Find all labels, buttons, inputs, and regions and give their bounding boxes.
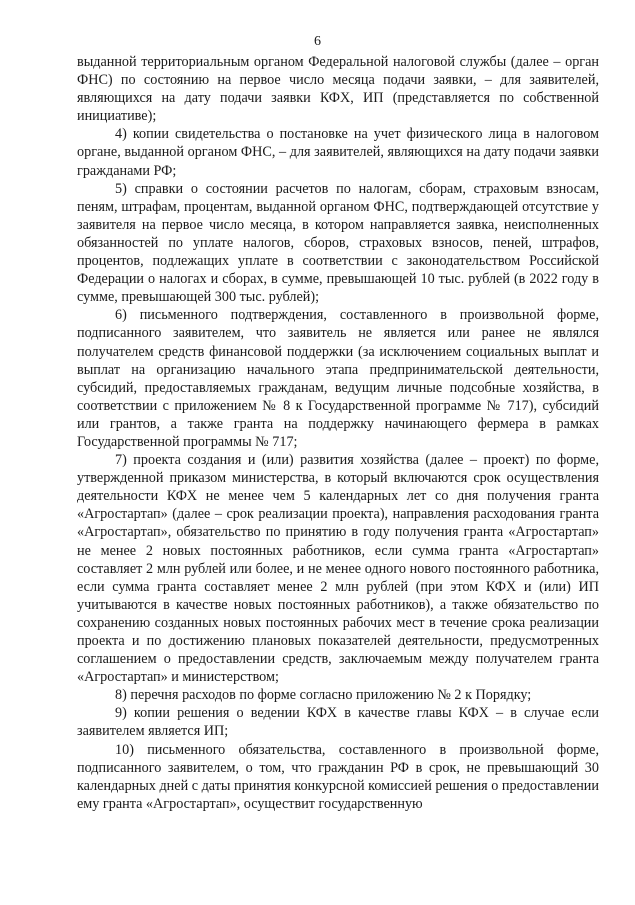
page-number: 6 xyxy=(314,34,321,49)
paragraph-item-7: 7) проекта создания и (или) развития хозяйства (далее – проект) по форме, утвержденной приказом министерства, в который включаются срок осуществления деятельности КФХ не менее чем 5 календарных лет со дня получения гранта «Агростартап» (далее – срок реализации проекта), направления расходования гранта «Агростартап», обязательство по принятию в году получения гранта «Агростартап» не менее 2 новых постоянных работников, если сумма гранта «Агростартап» составляет 2 млн рублей или более, и не менее одного нового постоянного работника, если сумма гранта составляет менее 2 млн рублей (при этом КФХ и (или) ИП учитываются в качестве новых постоянных работников), а также обязательство по сохранению созданных новых постоянных рабочих мест в течение срока реализации проекта и по достижению плановых показателей деятельности, предусмотренных соглашением о предоставлении средств, заключаемым между получателем гранта «Агростартап» и министерством; xyxy=(77,452,599,686)
paragraph-item-6: 6) письменного подтверждения, составленного в произвольной форме, подписанного заявителем, что заявитель не является или ранее не являлся получателем средств финансовой поддержки (за исключением социальных выплат и выплат на организацию начального этапа предпринимательской деятельности, субсидий, предоставляемых гражданам, ведущим личные подсобные хозяйства, в соответствии с приложением № 8 к Государственной программе № 717), субсидий или грантов, а также гранта на поддержку начинающего фермера в рамках Государственной программы № 717; xyxy=(77,307,599,450)
paragraph-continuation: выданной территориальным органом Федеральной налоговой службы (далее – орган ФНС) по состоянию на первое число месяца подачи заявки, – для заявителей, являющихся на дату подачи заявки КФХ, ИП (представляется по собственной инициативе); xyxy=(77,54,599,125)
paragraph-item-4: 4) копии свидетельства о постановке на учет физического лица в налоговом органе, выданной органом ФНС, – для заявителей, являющихся на дату подачи заявки гражданами РФ; xyxy=(77,126,599,179)
document-body xyxy=(77,53,599,813)
paragraph-item-5: 5) справки о состоянии расчетов по налогам, сборам, страховым взносам, пеням, штрафам, процентам, выданной органом ФНС, подтверждающей отсутствие у заявителя на первое число месяца, в котором направляется заявка, неисполненных обязанностей по уплате налогов, сборов, страховых взносов, пеней, штрафов, процентов, подлежащих уплате в соответствии с законодательством Российской Федерации о налогах и сборах, в сумме, превышающей 10 тыс. рублей (в 2022 году в сумме, превышающей 300 тыс. рублей); xyxy=(77,180,599,306)
paragraph-item-8: 8) перечня расходов по форме согласно приложению № 2 к Порядку; xyxy=(115,687,532,704)
paragraph-item-9: 9) копии решения о ведении КФХ в качестве главы КФХ – в случае если заявителем является ИП; xyxy=(77,705,599,740)
paragraph-item-10: 10) письменного обязательства, составленного в произвольной форме, подписанного заявителем, о том, что гражданин РФ в срок, не превышающий 30 календарных дней с даты принятия конкурсной комиссией решения о предоставлении ему гранта «Агростартап», осуществит государственную xyxy=(77,741,599,812)
